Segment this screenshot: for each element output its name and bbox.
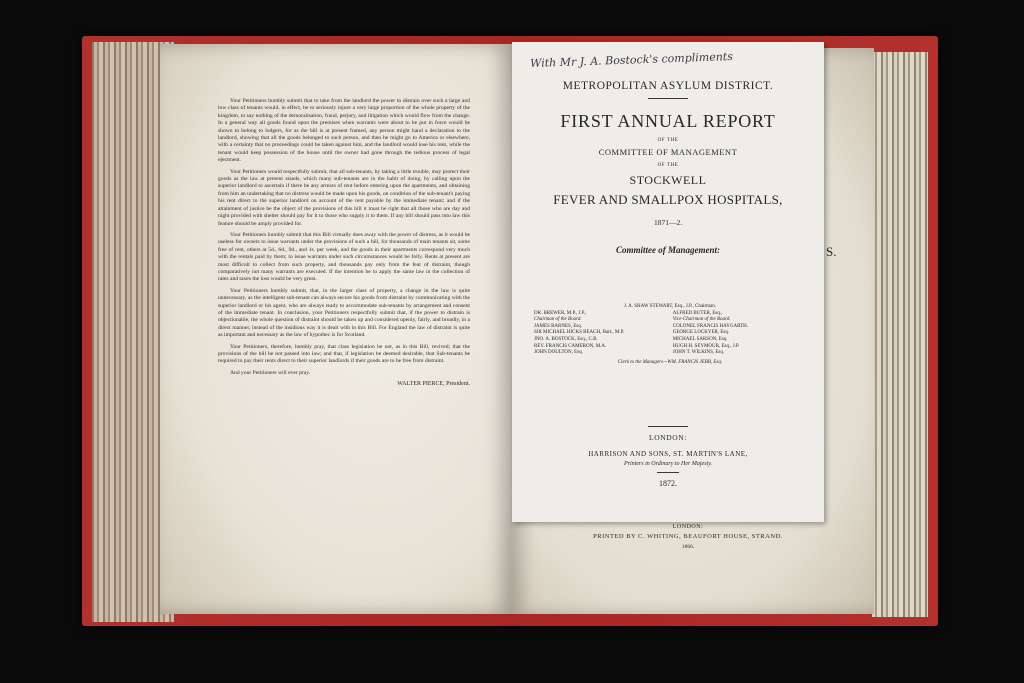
member-role: Chairman of the Board. — [534, 317, 582, 323]
member: HUGH H. SEYMOUR, Esq., J.P. — [672, 343, 740, 349]
title-block — [512, 80, 824, 255]
committee-label: COMMITTEE OF MANAGEMENT — [598, 147, 738, 157]
paragraph: Your Petitioners humbly submit that this Bill virtually does away with the power of distress, as it would be useless for owners to issue warrants under the provisions of such a bill, for thousands of main tenants sit, some free of rent, others at 5d., 6d., 9d., and 1s. per week, and the goods in their apartments correspond very much with the rentals paid by them; to issue warrants under such circumstances would be folly. Rents at present are most difficult to collect from such property, and thousands pay only from the fear of distraint, though comparatively not many warrants are executed. If the intention be to apply the same law in the collection of rates and taxes the loss would be very great. — [218, 231, 470, 283]
imprint-year: 1872. — [659, 479, 677, 488]
divider — [648, 98, 688, 99]
member: ALFRED BUTER, Esq., — [672, 310, 723, 316]
left-page-text — [218, 98, 470, 393]
member: DR. BREWER, M.P., J.P., — [534, 310, 587, 316]
paragraph: Your Petitioners would respectfully submit, that all sub-tenants, by taking a little trouble, may protect their goods as the law at present stands, which many sub-tenants are in the habit of doing, by calling upon the superior landlord to ascertain if there be any arrears of rent before entering upon the apartments, and obtaining from him an undertaking that no distress would be made upon his goods, on condition of the sub-tenant's paying his rent direct to the superior landlord on account of the rent payable by the immediate tenant; and if the attainment of justice be the object of the provisions of this bill it must be right that all those who are day and night provided with shelter should pay for it to those who supply it to them. If any bill should pass into law this feature should be amply provided for. — [218, 168, 470, 227]
years-label: 1871—2. — [653, 218, 683, 227]
printer-name: HARRISON AND SONS, ST. MARTIN'S LANE, — [588, 450, 748, 458]
member: JAMES BARNES, Esq. — [534, 323, 583, 329]
back-printed-by: PRINTED BY C. WHITING, BEAUFORT HOUSE, STRAND. — [593, 533, 783, 540]
handwritten-inscription: With Mr J. A. Bostock's compliments — [529, 49, 734, 71]
paragraph: And your Petitioners will ever pray. — [230, 369, 311, 376]
member: REV. FRANCIS CAMERON, M.A. — [534, 343, 607, 349]
report-title: FIRST ANNUAL REPORT — [560, 111, 776, 131]
back-year: 1866. — [681, 544, 695, 550]
member: MICHAEL SARSON, Esq. — [672, 336, 728, 342]
members-right-column — [673, 311, 806, 357]
back-london: LONDON: — [672, 524, 704, 530]
member: COLONEL FRANCIS HAYGARTH. — [672, 323, 749, 329]
back-page-partial-letter: S. — [826, 244, 837, 259]
member: GEORGE LOCKYER, Esq. — [672, 330, 730, 336]
paragraph: Your Petitioners humbly submit, that, in the larger class of property, a change in the law is quite unnecessary, as the intelligent sub-tenant can always secure his goods from distraint by communicating with the superior landlord or his agent, who are always ready to accommodate sub-tenants by arrangement and consent of the immediate tenant. In conclusion, your Petitioners respectfully submit that, if the power to distrain is objectionable, the whole question of distraint should be taken up and considered openly, fairly, and broadly, in a direct manner, instead of the insidious way it is dealt with in this Bill. For England the law of distraint is quite as important and necessary as the law of hypothec is for Scotland. — [218, 287, 470, 339]
committee-members — [534, 304, 806, 366]
back-page-imprint — [560, 524, 816, 550]
member: JOHN DOULTON, Esq. — [534, 350, 583, 356]
london-label: LONDON: — [649, 433, 687, 442]
paragraph: Your Petitioners humbly submit that to take from the landlord the power to distrain over such a large and low class of tenants would, in effect, be to seriously injure a very large proportion of the whole property of the kingdom, to say nothing of the demoralisation, fraud, perjury, and litigation which would flow from the change. In a general way all goods found upon the premises when warrants were about to be put in force would be shown to belong to lodgers, for as the bill is at present framed, any person might hand a declaration to the landlord, showing that all the goods belonged to such person, and then he might go to America or elsewhere, with a certainty that no proceedings could be taken against him, and the landlord would lose his rent, while the tenant would keep possession of the house until the owner had gone through the tedious process of legal ejectment. — [218, 98, 470, 164]
of-the-label: OF THE — [657, 138, 679, 143]
of-the-label-2: OF THE — [657, 163, 679, 168]
printers-to-majesty: Printers in Ordinary to Her Majesty. — [623, 461, 713, 467]
clerk-line: Clerk to the Managers—WM. FRANCIS JEBB, Esq. — [617, 359, 723, 365]
divider — [648, 426, 688, 427]
member: JNO. A. BOSTOCK, Esq., C.B. — [534, 336, 598, 342]
member: JOHN T. WILKINS, Esq. — [672, 350, 725, 356]
member-role: Vice-Chairman of the Board. — [672, 317, 731, 323]
member: SIR MICHAEL HICKS BEACH, Bart., M.P. — [534, 330, 625, 336]
imprint — [512, 420, 824, 488]
divider — [657, 472, 679, 473]
page-edges-right — [872, 52, 928, 617]
signature: WALTER PIERCE, President. — [397, 381, 470, 388]
stockwell-label: STOCKWELL — [629, 173, 707, 187]
hospitals-label: FEVER AND SMALLPOX HOSPITALS, — [553, 192, 783, 207]
paragraph: Your Petitioners, therefore, humbly pray, that class legislation be not, as in this Bill, revived; that the provisions of the bill be not passed into law; and that, if legislation be deemed desirable, that Sub-tenants be required to pay their rents direct to their superior landlords if their goods are to be free from distraint. — [218, 343, 470, 365]
members-left-column — [534, 311, 667, 357]
committee-heading: Committee of Management: — [616, 245, 720, 255]
district-heading: METROPOLITAN ASYLUM DISTRICT. — [562, 80, 774, 92]
chairman: J. A. SHAW STEWART, Esq., J.P., Chairman. — [623, 304, 717, 309]
